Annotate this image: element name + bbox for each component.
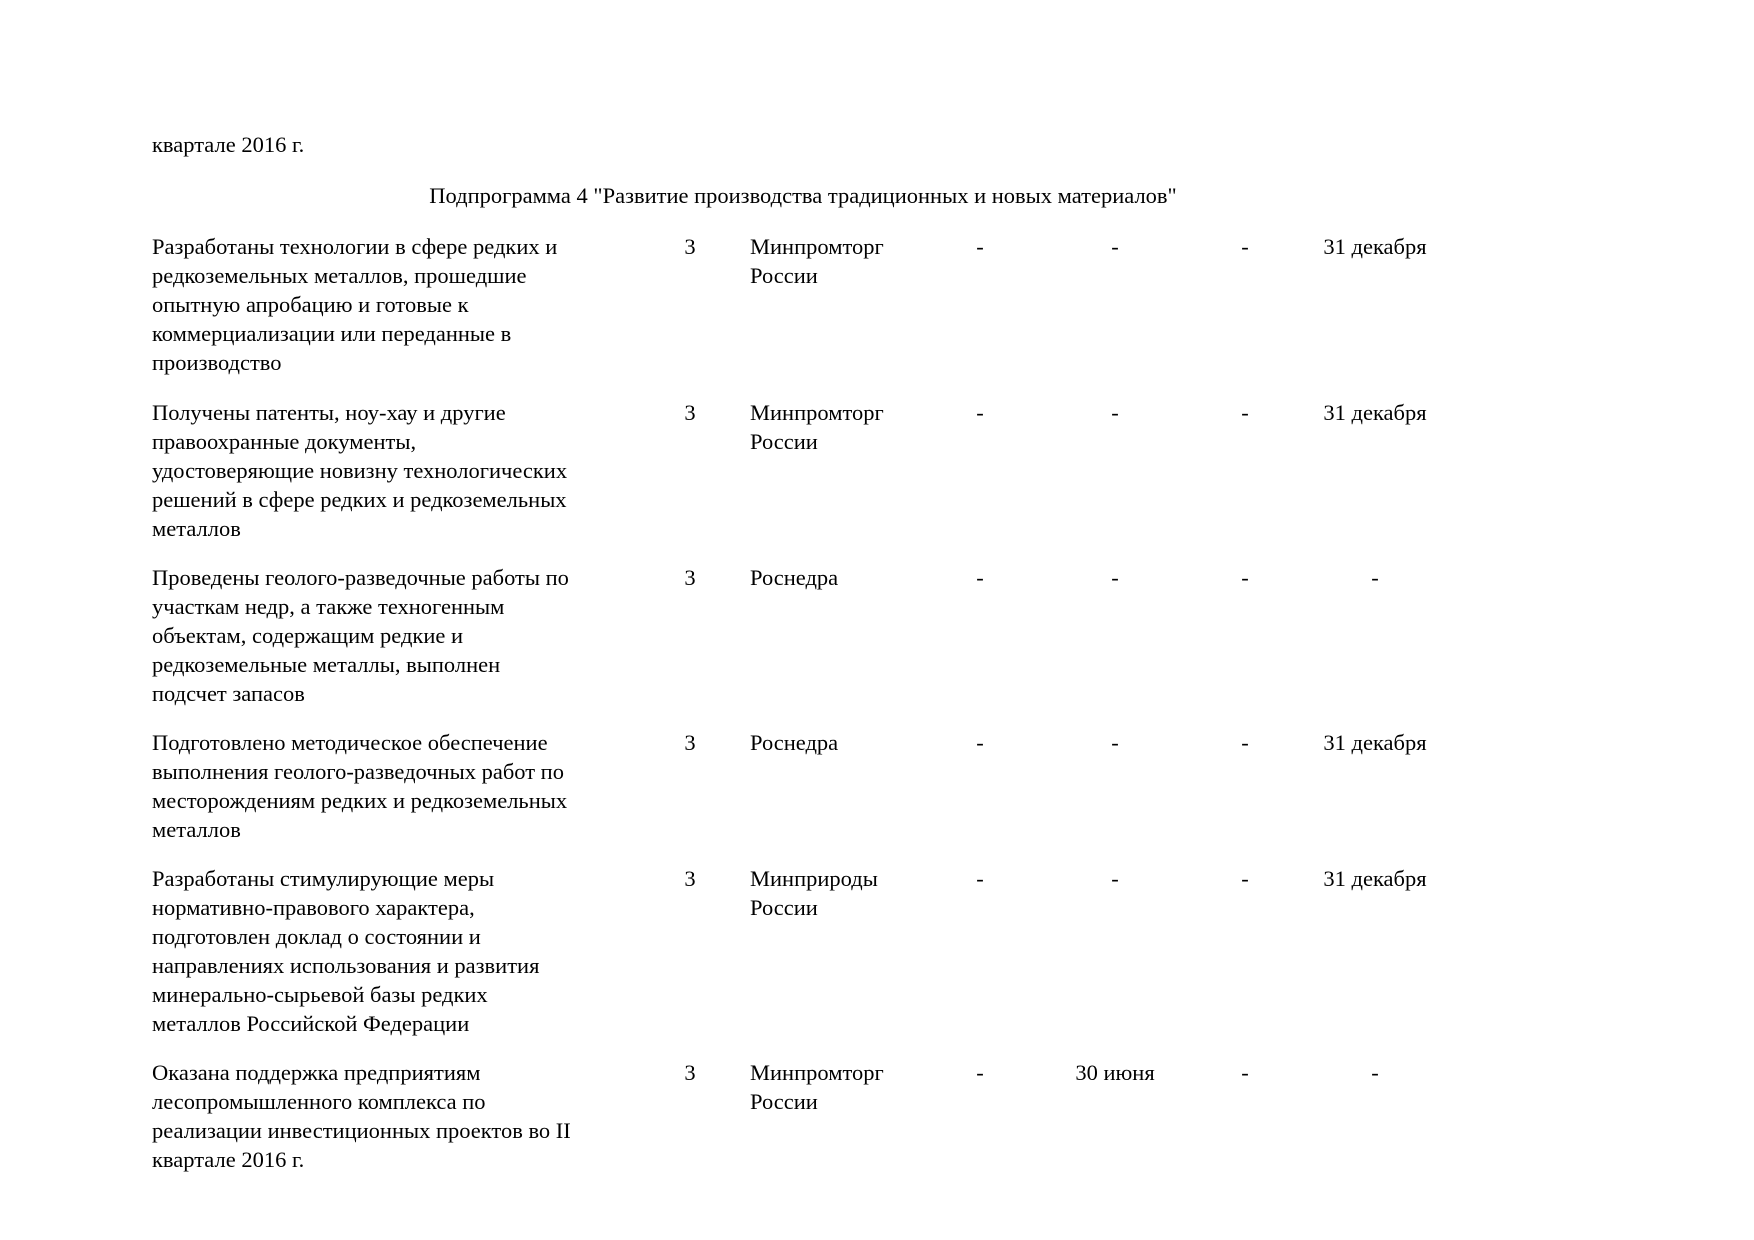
quarter-4-deadline: -: [1371, 565, 1379, 590]
responsible-organization: [750, 398, 940, 456]
quarter-2-deadline: 30 июня: [1075, 1060, 1155, 1085]
measure-description: [152, 232, 632, 377]
description-line: направлениях использования и развития: [152, 953, 540, 978]
description-line: выполнения геолого-разведочных работ по: [152, 759, 564, 784]
description-line: удостоверяющие новизну технологических: [152, 458, 568, 483]
responsible-organization: [750, 864, 940, 922]
description-line: Получены патенты, ноу-хау и другие: [152, 400, 506, 425]
quarter-1-deadline: -: [976, 1060, 984, 1085]
description-line: Проведены геолого-разведочные работы по: [152, 565, 569, 590]
quarter-2-deadline: -: [1111, 730, 1119, 755]
description-line: реализации инвестиционных проектов во II: [152, 1118, 571, 1143]
organization-line: Роснедра: [750, 730, 839, 755]
organization-line: России: [750, 263, 818, 288]
measure-number: 3: [684, 866, 696, 891]
measure-description: [152, 728, 632, 844]
quarter-1-deadline: -: [976, 234, 984, 259]
description-line: металлов Российской Федерации: [152, 1011, 470, 1036]
organization-line: Минпромторг: [750, 400, 884, 425]
description-line: Оказана поддержка предприятиям: [152, 1060, 481, 1085]
description-line: опытную апробацию и готовые к: [152, 292, 469, 317]
description-line: решений в сфере редких и редкоземельных: [152, 487, 567, 512]
continued-text-line: квартале 2016 г.: [152, 132, 305, 157]
quarter-2-deadline: -: [1111, 866, 1119, 891]
quarter-3-deadline: -: [1241, 400, 1249, 425]
measure-number: 3: [684, 730, 696, 755]
description-line: коммерциализации или переданные в: [152, 321, 512, 346]
quarter-4-deadline: 31 декабря: [1323, 866, 1427, 891]
description-line: редкоземельные металлы, выполнен: [152, 652, 501, 677]
quarter-2-deadline: -: [1111, 234, 1119, 259]
organization-line: Минпромторг: [750, 234, 884, 259]
description-line: подсчет запасов: [152, 681, 305, 706]
measure-description: [152, 864, 632, 1038]
quarter-3-deadline: -: [1241, 1060, 1249, 1085]
subprogram-title: Подпрограмма 4 "Развитие производства традиционных и новых материалов": [429, 183, 1177, 208]
responsible-organization: [750, 563, 940, 592]
organization-line: Роснедра: [750, 565, 839, 590]
measure-description: [152, 398, 632, 543]
responsible-organization: [750, 728, 940, 757]
description-line: Разработаны технологии в сфере редких и: [152, 234, 558, 259]
description-line: лесопромышленного комплекса по: [152, 1089, 486, 1114]
description-line: участкам недр, а также техногенным: [152, 594, 505, 619]
organization-line: Минприроды: [750, 866, 878, 891]
quarter-3-deadline: -: [1241, 565, 1249, 590]
responsible-organization: [750, 1058, 940, 1116]
description-line: Разработаны стимулирующие меры: [152, 866, 495, 891]
organization-line: России: [750, 895, 818, 920]
measure-description: [152, 1058, 632, 1174]
measure-number: 3: [684, 234, 696, 259]
quarter-4-deadline: -: [1371, 1060, 1379, 1085]
description-line: объектам, содержащим редкие и: [152, 623, 464, 648]
responsible-organization: [750, 232, 940, 290]
quarter-4-deadline: 31 декабря: [1323, 730, 1427, 755]
description-line: редкоземельных металлов, прошедшие: [152, 263, 527, 288]
description-line: Подготовлено методическое обеспечение: [152, 730, 548, 755]
quarter-3-deadline: -: [1241, 234, 1249, 259]
quarter-1-deadline: -: [976, 400, 984, 425]
quarter-1-deadline: -: [976, 730, 984, 755]
description-line: металлов: [152, 516, 241, 541]
description-line: нормативно-правового характера,: [152, 895, 475, 920]
quarter-3-deadline: -: [1241, 866, 1249, 891]
measure-number: 3: [684, 400, 696, 425]
quarter-2-deadline: -: [1111, 400, 1119, 425]
description-line: правоохранные документы,: [152, 429, 417, 454]
description-line: месторождениям редких и редкоземельных: [152, 788, 568, 813]
quarter-4-deadline: 31 декабря: [1323, 234, 1427, 259]
quarter-2-deadline: -: [1111, 565, 1119, 590]
quarter-1-deadline: -: [976, 866, 984, 891]
measure-number: 3: [684, 1060, 696, 1085]
description-line: металлов: [152, 817, 241, 842]
measure-number: 3: [684, 565, 696, 590]
organization-line: России: [750, 429, 818, 454]
description-line: подготовлен доклад о состоянии и: [152, 924, 481, 949]
organization-line: России: [750, 1089, 818, 1114]
description-line: минерально-сырьевой базы редких: [152, 982, 488, 1007]
quarter-3-deadline: -: [1241, 730, 1249, 755]
organization-line: Минпромторг: [750, 1060, 884, 1085]
description-line: квартале 2016 г.: [152, 1147, 305, 1172]
quarter-1-deadline: -: [976, 565, 984, 590]
description-line: производство: [152, 350, 282, 375]
measure-description: [152, 563, 632, 708]
quarter-4-deadline: 31 декабря: [1323, 400, 1427, 425]
